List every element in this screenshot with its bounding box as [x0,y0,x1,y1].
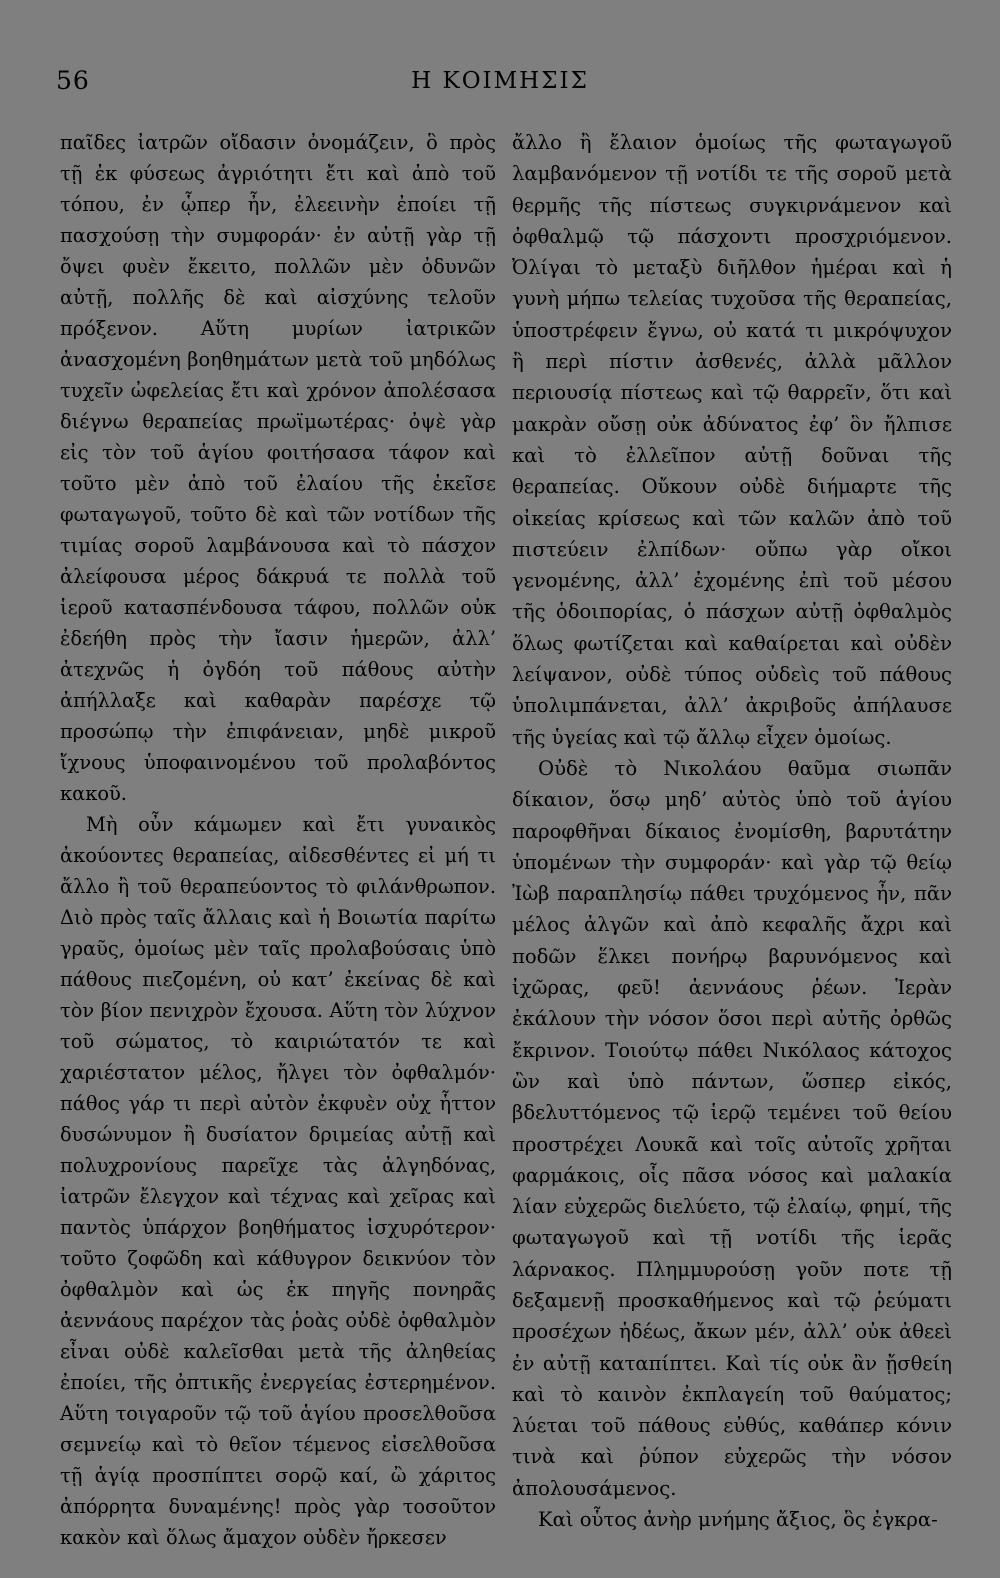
paragraph: Οὐδὲ τὸ Νικολάου θαῦμα σιωπᾶν δίκαιον, ὅσῳ μηδ’ αὐτὸς ὑπὸ τοῦ ἁγίου παροφθῆναι δίκαιος ἐνομίσθη, βαρυτάτην ὑπομένων τὴν συμφοράν· καὶ γὰρ τῷ θείῳ Ἰὼβ παραπλησίῳ πάθει τρυχόμενος ἦν, πᾶν μέλος ἀλγῶν καὶ ἀπὸ κεφαλῆς ἄχρι καὶ ποδῶν ἕλκει πονήρῳ βαρυνόμενος καὶ ἰχῶρας, φεῦ! ἀεννάους ῥέων. Ἱερὰν ἐκάλουν τὴν νόσον ὅσοι περὶ αὐτῆς ὀρθῶς ἔκρινον. Τοιούτῳ πάθει Νικόλαος κάτοχος ὢν καὶ ὑπὸ πάντων, ὥσπερ εἰκός, βδελυττόμενος τῷ ἱερῷ τεμένει τοῦ θείου προστρέχει Λουκᾶ καὶ τοῖς αὐτοῖς χρῆται φαρμάκοις, οἷς πᾶσα νόσος καὶ μαλακία λίαν εὐχερῶς διελύετο, τῷ ἐλαίῳ, φημί, τῆς φωταγωγοῦ καὶ τῇ νοτίδι τῆς ἱερᾶς λάρνακος. Πλημμυρούσῃ γοῦν ποτε τῇ δεξαμενῇ προσκαθήμενος καὶ τῷ ῥεύματι προσέχων ἡδέως, ἄκων μέν, ἀλλ’ οὐκ ἀθεεὶ ἐν αὐτῇ καταπίπτει. Καὶ τίς οὐκ ἂν ᾔσθείη καὶ τὸ καινὸν ἐκπλαγείη τοῦ θαύματος; λύεται τοῦ πάθους εὐθύς, καθάπερ κόνιν τινὰ καὶ ῥύπον εὐχερῶς τὴν νόσον ἀπολουσάμενος. [512,756,952,1500]
running-title: Η ΚΟΙΜΗΣΙΣ [411,68,589,94]
paragraph: παῖδες ἰατρῶν οἴδασιν ὀνομάζειν, ὃ πρὸς τῇ ἐκ φύσεως ἀγριότητι ἔτι καὶ ἀπὸ τοῦ τόπου, ἐν ᾧπερ ἦν, ἐλεεινὴν ἐποίει τῇ πασχούσῃ τὴν συμφοράν· ἐν αὐτῇ γὰρ τῇ ὄψει φυὲν ἔκειτο, πολλῶν μὲν ὀδυνῶν αὐτῇ, πολλῆς δὲ καὶ αἰσχύνης τελοῦν πρόξενον. Αὕτη μυρίων ἰατρικῶν ἀνασχομένη βοηθημάτων μετὰ τοῦ μηδόλως τυχεῖν ὠφελείας ἔτι καὶ χρόνον ἀπολέσασα διέγνω θεραπείας πρωϊμωτέρας· ὀψὲ γὰρ εἰς τὸν τοῦ ἁγίου φοιτήσασα τάφον καὶ τοῦτο μὲν ἀπὸ τοῦ ἐλαίου τῆς ἐκεῖσε φωταγωγοῦ, τοῦτο δὲ καὶ τῶν νοτίδων τῆς τιμίας σοροῦ λαμβάνουσα καὶ τὸ πάσχον ἀλείφουσα μέρος δάκρυά τε πολλὰ τοῦ ἱεροῦ κατασπένδουσα τάφου, πολλῶν οὐκ ἐδεήθη πρὸς τὴν ἴασιν ἡμερῶν, ἀλλ’ ἀτεχνῶς ἡ ὀγδόη τοῦ πάθους αὐτὴν ἀπήλλαξε καὶ καθαρὰν παρέσχε τῷ προσώπῳ τὴν ἐπιφάνειαν, μηδὲ μικροῦ ἴχνους ὑποφαινομένου τοῦ προλαβόντος κακοῦ. [60,131,496,805]
paragraph: ἄλλο ἢ ἔλαιον ὁμοίως τῆς φωταγωγοῦ λαμβανόμενον τῇ νοτίδι τε τῆς σοροῦ μετὰ θερμῆς τῆς πίστεως συγκιρνάμενον καὶ ὀφθαλμῷ τῷ πάσχοντι προσχριόμενον. Ὀλίγαι τὸ μεταξὺ διῆλθον ἡμέραι καὶ ἡ γυνὴ μήπω τελείας τυχοῦσα τῆς θεραπείας, ὑποστρέφειν ἔγνω, οὐ κατά τι μικρόψυχον ἢ περὶ πίστιν ἀσθενές, ἀλλὰ μᾶλλον περιουσίᾳ πίστεως καὶ τῷ θαρρεῖν, ὅτι καὶ μακρὰν οὔσῃ οὐκ ἀδύνατος ἐφ’ ὃν ἤλπισε καὶ τὸ ἐλλεῖπον αὐτῇ δοῦναι τῆς θεραπείας. Οὔκουν οὐδὲ διήμαρτε τῆς οἰκείας κρίσεως καὶ τῶν καλῶν ἀπὸ τοῦ πιστεύειν ἐλπίδων· οὔπω γὰρ οἴκοι γενομένης, ἀλλ’ ἐχομένης ἐπὶ τοῦ μέσου τῆς ὁδοιπορίας, ὁ πάσχων αὐτῇ ὀφθαλμὸς ὅλως φωτίζεται καὶ καθαίρεται καὶ οὐδὲν λείψανον, οὐδὲ τύπος οὐδεὶς τοῦ πάθους ὑπολιμπάνεται, ἀλλ’ ἀκριβοῦς ἀπήλαυσε τῆς ὑγείας καὶ τῷ ἄλλῳ εἶχεν ὁμοίως. [512,131,952,749]
page-number: 56 [56,66,90,95]
paragraph: Μὴ οὖν κάμωμεν καὶ ἔτι γυναικὸς ἀκούοντες θεραπείας, αἰδεσθέντες εἰ μή τι ἄλλο ἢ τοῦ θεραπεύοντος τὸ φιλάνθρωπον. Διὸ πρὸς ταῖς ἄλλαις καὶ ἡ Βοιωτία παρίτω γραῦς, ὁμοίως μὲν ταῖς προλαβούσαις ὑπὸ πάθους πιεζομένη, οὐ κατ’ ἐκείνας δὲ καὶ τὸν βίον πενιχρὸν ἔχουσα. Αὕτη τὸν λύχνον τοῦ σώματος, τὸ καιριώτατόν τε καὶ χαριέστατον μέλος, ἤλγει τὸν ὀφθαλμόν· πάθος γάρ τι περὶ αὐτὸν ἐκφυὲν οὐχ ἧττον δυσώνυμον ἢ δυσίατον δριμείας αὐτῇ καὶ πολυχρονίους παρεῖχε τὰς ἀλγηδόνας, ἰατρῶν ἔλεγχον καὶ τέχνας καὶ χεῖρας καὶ παντὸς ὑπάρχον βοηθήματος ἰσχυρότερον· τοῦτο ζοφῶδη καὶ κάθυγρον δεικνύον τὸν ὀφθαλμὸν καὶ ὡς ἐκ πηγῆς πονηρᾶς ἀεννάους παρέχον τὰς ῥοὰς οὐδὲ ὀφθαλμὸν εἶναι οὐδὲ καλεῖσθαι μετὰ τῆς ἀληθείας ἐποίει, τῆς ὀπτικῆς ἐνεργείας ἐστερημένον. Αὕτη τοιγαροῦν τῷ τοῦ ἁγίου προσελθοῦσα σεμνείῳ καὶ τὸ θεῖον τέμενος εἰσελθοῦσα τῇ ἁγίᾳ προσπίπτει σορῷ καί, ὢ χάριτος ἀπόρρητα δυναμένης! πρὸς γὰρ τοσοῦτον κακὸν καὶ ὅλως ἄμαχον οὐδὲν ἤρκεσεν [60,813,496,1549]
right-column [512,127,952,1535]
left-column [60,127,496,1553]
paragraph: Καὶ οὗτος ἀνὴρ μνήμης ἄξιος, ὃς ἐγκρα- [538,1508,938,1532]
